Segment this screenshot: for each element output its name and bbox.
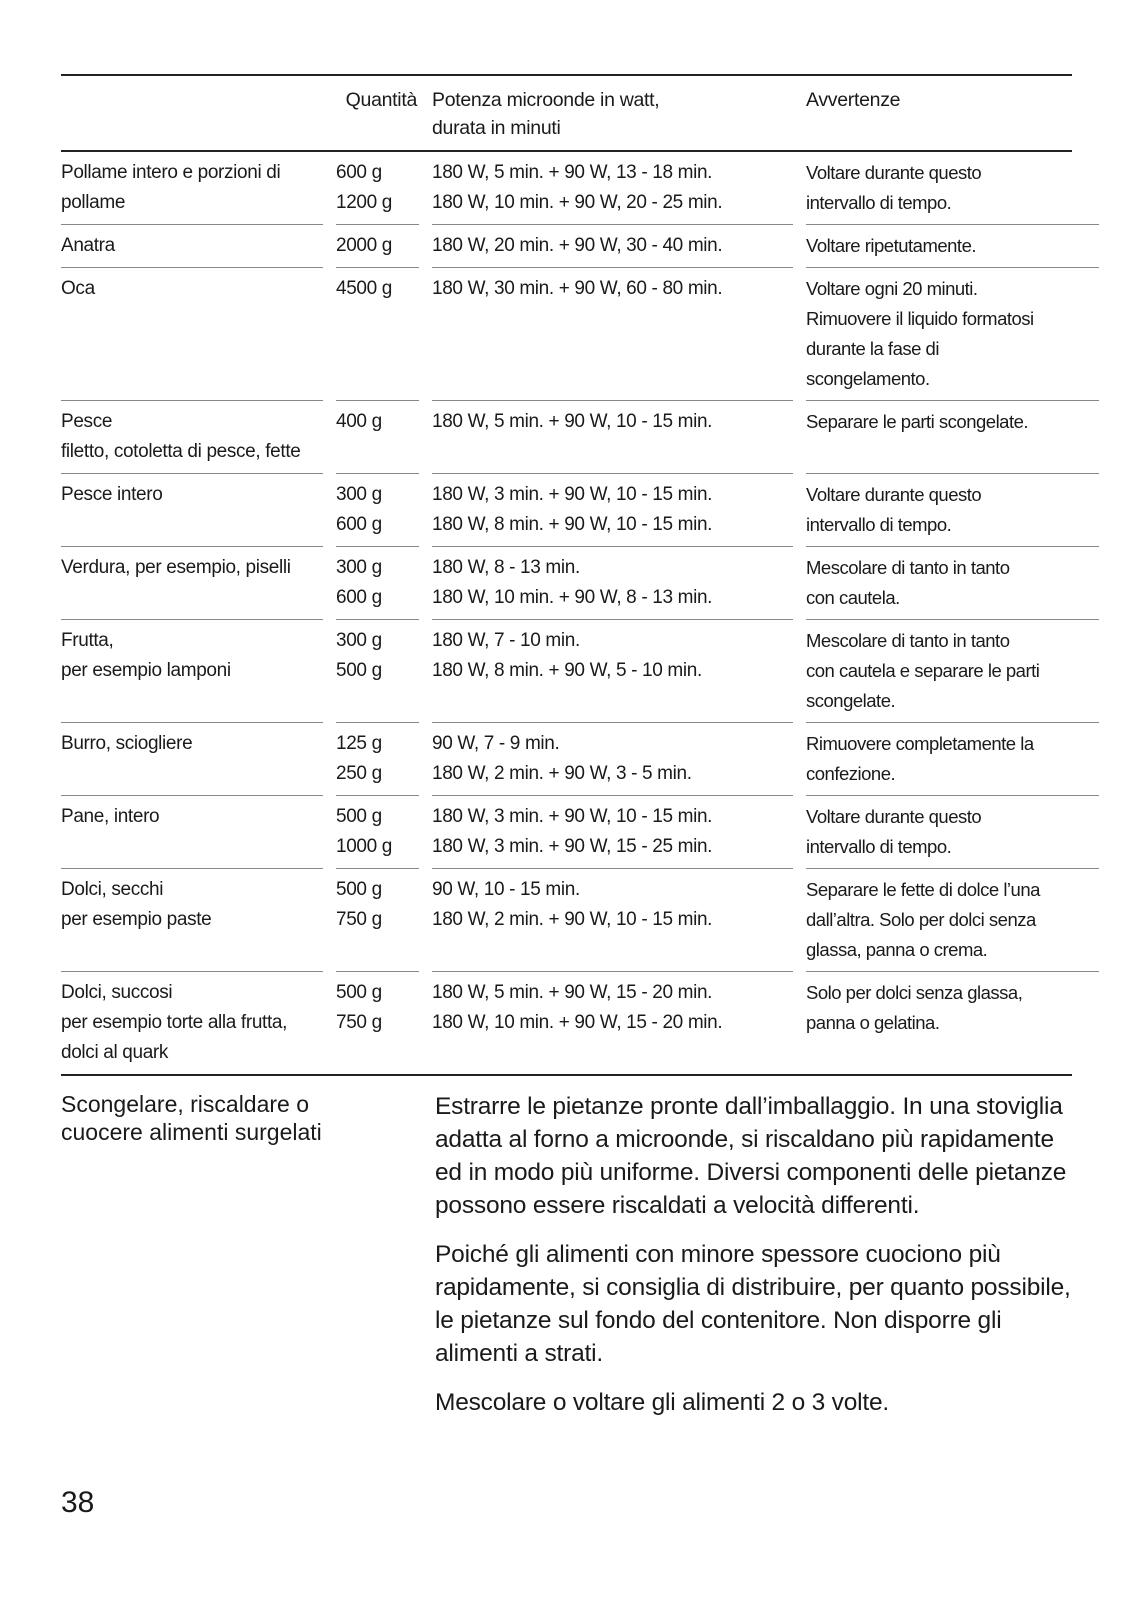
section-paragraph-2: Poiché gli alimenti con minore spessore cuociono più rapidamente, si consiglia di distribuire, per quanto possibile, le pietanze sul fondo del contenitore. Non disporre gli alimenti a strati. <box>435 1241 1071 1367</box>
cell-food: Dolci, secchi per esempio paste <box>61 869 323 972</box>
table-body <box>61 152 1072 1074</box>
cell-food: Pesce intero <box>61 474 323 547</box>
cell-power: 90 W, 7 - 9 min. 180 W, 2 min. + 90 W, 3 - 5 min. <box>432 723 793 796</box>
cell-power: 180 W, 7 - 10 min. 180 W, 8 min. + 90 W, 5 - 10 min. <box>432 620 793 723</box>
header-notes: Avvertenze <box>806 89 901 111</box>
cell-food: Pollame intero e porzioni di pollame <box>61 152 323 225</box>
cell-notes: Mescolare di tanto in tanto con cautela. <box>806 547 1099 620</box>
table-row <box>61 620 1072 723</box>
cell-power: 180 W, 5 min. + 90 W, 10 - 15 min. <box>432 401 793 474</box>
table-row <box>61 869 1072 972</box>
cell-quantity: 500 g 750 g <box>336 869 419 972</box>
cell-power: 180 W, 5 min. + 90 W, 15 - 20 min. 180 W, 10 min. + 90 W, 15 - 20 min. <box>432 982 723 1033</box>
table-row <box>61 723 1072 796</box>
cell-quantity: 4500 g <box>336 268 419 401</box>
table-bottom-rule <box>61 1074 1072 1076</box>
cell-notes: Voltare durante questo intervallo di tempo. <box>806 474 1099 547</box>
cell-power: 180 W, 3 min. + 90 W, 10 - 15 min. 180 W, 8 min. + 90 W, 10 - 15 min. <box>432 474 793 547</box>
table-row <box>61 474 1072 547</box>
cell-notes: Separare le fette di dolce l’una dall’altra. Solo per dolci senza glassa, panna o crema. <box>806 869 1099 972</box>
cell-notes: Separare le parti scongelate. <box>806 401 1099 474</box>
table-row <box>61 547 1072 620</box>
page-number: 38 <box>61 1486 95 1519</box>
table-row <box>61 225 1072 268</box>
cell-food: Pesce filetto, cotoletta di pesce, fette <box>61 401 323 474</box>
cell-food: Frutta, per esempio lamponi <box>61 620 323 723</box>
section-paragraph-1: Estrarre le pietanze pronte dall’imballaggio. In una stoviglia adatta al forno a microonde, si riscaldano più rapidamente ed in modo più uniforme. Diversi componenti delle pietanze possono essere riscaldati a velocità differenti. <box>435 1093 1067 1219</box>
cell-power: 180 W, 20 min. + 90 W, 30 - 40 min. <box>432 225 793 268</box>
cell-notes: Voltare ripetutamente. <box>806 225 1099 268</box>
cell-food: Oca <box>61 268 323 401</box>
cell-food: Burro, sciogliere <box>61 723 323 796</box>
cell-quantity: 125 g 250 g <box>336 723 419 796</box>
section-heading: Scongelare, riscaldare o cuocere alimenti surgelati <box>61 1091 322 1145</box>
cell-notes: Voltare durante questo intervallo di tempo. <box>806 796 1099 869</box>
cell-food: Verdura, per esempio, piselli <box>61 547 323 620</box>
cell-power: 180 W, 3 min. + 90 W, 10 - 15 min. 180 W, 3 min. + 90 W, 15 - 25 min. <box>432 796 793 869</box>
table-row <box>61 796 1072 869</box>
cell-power: 180 W, 5 min. + 90 W, 13 - 18 min. 180 W, 10 min. + 90 W, 20 - 25 min. <box>432 152 793 225</box>
header-power: Potenza microonde in watt, durata in minuti <box>432 89 660 139</box>
cell-notes: Voltare durante questo intervallo di tempo. <box>806 152 1099 225</box>
cell-food: Anatra <box>61 225 323 268</box>
cell-quantity: 300 g 600 g <box>336 547 419 620</box>
section-body <box>435 1090 1075 1435</box>
cell-quantity: 400 g <box>336 401 419 474</box>
table-row <box>61 972 1072 1074</box>
header-food <box>61 86 323 142</box>
defrost-table <box>61 74 1072 1076</box>
cell-quantity: 300 g 600 g <box>336 474 419 547</box>
cell-power: 180 W, 8 - 13 min. 180 W, 10 min. + 90 W, 8 - 13 min. <box>432 547 793 620</box>
cell-food: Dolci, succosi per esempio torte alla frutta, dolci al quark <box>61 982 288 1063</box>
table-row <box>61 401 1072 474</box>
cell-notes: Solo per dolci senza glassa, panna o gelatina. <box>806 982 1023 1033</box>
cell-quantity: 2000 g <box>336 225 419 268</box>
cell-notes: Voltare ogni 20 minuti. Rimuovere il liquido formatosi durante la fase di scongelamento. <box>806 268 1099 401</box>
table-row <box>61 268 1072 401</box>
table-header <box>61 76 1072 152</box>
cell-power: 180 W, 30 min. + 90 W, 60 - 80 min. <box>432 268 793 401</box>
header-quantity: Quantità <box>345 89 417 111</box>
cell-food: Pane, intero <box>61 796 323 869</box>
cell-notes: Rimuovere completamente la confezione. <box>806 723 1099 796</box>
section-paragraph-3: Mescolare o voltare gli alimenti 2 o 3 volte. <box>435 1389 889 1416</box>
cell-quantity: 500 g 750 g <box>336 982 382 1033</box>
cell-notes: Mescolare di tanto in tanto con cautela e separare le parti scongelate. <box>806 620 1099 723</box>
table-row <box>61 152 1072 225</box>
cell-power: 90 W, 10 - 15 min. 180 W, 2 min. + 90 W, 10 - 15 min. <box>432 869 793 972</box>
cell-quantity: 300 g 500 g <box>336 620 419 723</box>
cell-quantity: 600 g 1200 g <box>336 152 419 225</box>
cell-quantity: 500 g 1000 g <box>336 796 419 869</box>
